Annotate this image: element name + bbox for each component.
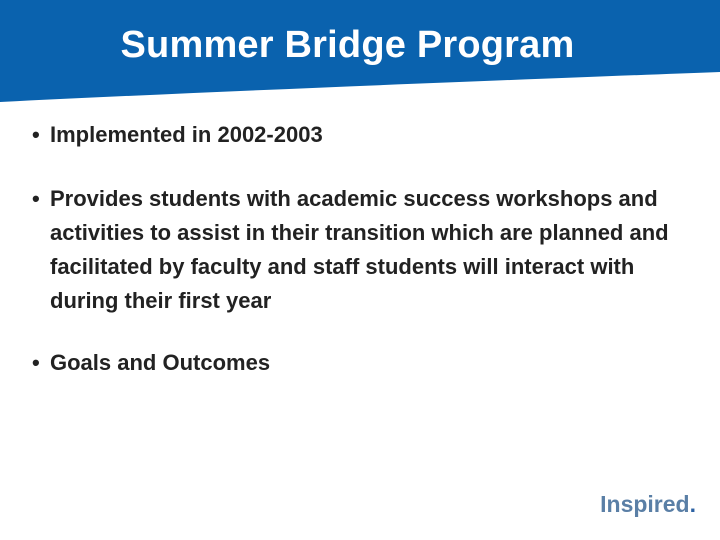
bullet-text: Implemented in 2002-2003 [50,122,323,147]
slide-title: Summer Bridge Program [120,23,575,66]
brand-tagline [600,490,696,518]
title-band [0,0,720,102]
brand-tagline-word: Inspired [600,491,690,517]
bullet-text: Provides students with academic success workshops and activities to assist in their transition which are planned and facilitated by faculty and staff students will interact with during their first year [50,186,669,313]
bullet-dot: • [32,186,40,211]
brand-logo [600,490,696,518]
bullet-dot: • [32,122,40,147]
bullet-item [32,346,682,380]
bullet-item [32,118,682,152]
bullet-item [32,182,682,318]
bullet-dot: • [32,350,40,375]
brand-tagline-period: . [689,491,696,517]
bullet-list [32,118,682,380]
bullet-text: Goals and Outcomes [50,350,271,375]
